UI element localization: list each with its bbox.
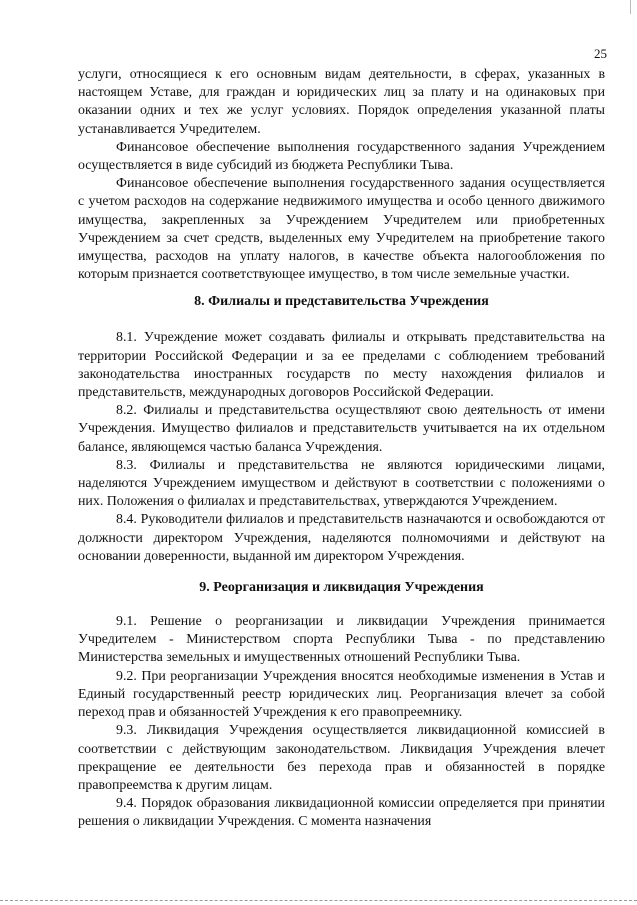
page-body	[78, 66, 605, 832]
clause-9-4: 9.4. Порядок образования ликвидационной комиссии определяется при принятии решения о ликвидации Учреждения. С момента назначения	[78, 796, 605, 830]
clause-8-2: 8.2. Филиалы и представительства осуществляют свою деятельность от имени Учреждения. Имущество филиалов и представительств учитывается на их отдельном балансе, являющемся частью баланса Учреждения.	[78, 403, 605, 455]
paragraph-financing-subsidies: Финансовое обеспечение выполнения государственного задания Учреждением осуществляется в виде субсидий из бюджета Республики Тыва.	[78, 139, 605, 174]
paragraph-continuation: услуги, относящиеся к его основным видам деятельности, в сферах, указанных в настоящем Уставе, для граждан и юридических лиц за плату и на одинаковых при оказании одних и тех же услуг условиях. Порядок определения указанной платы устанавливается Учредителем.	[78, 67, 605, 137]
scan-edge-mark	[630, 0, 631, 14]
section-9-heading: 9. Реорганизация и ликвидация Учреждения	[199, 580, 484, 596]
clause-8-3: 8.3. Филиалы и представительства не являются юридическими лицами, наделяются Учреждением имуществом и действуют в соответствии с положениями о них. Положения о филиалах и представительствах, утверждаются Учреждением.	[78, 457, 605, 510]
clause-9-2: 9.2. При реорганизации Учреждения вносятся необходимые изменения в Устав и Единый государственный реестр юридических лиц. Реорганизация влечет за собой переход прав и обязанностей Учреждения к его правопреемнику.	[78, 668, 605, 721]
clause-9-1: 9.1. Решение о реорганизации и ликвидации Учреждения принимается Учредителем - Министерством спорта Республики Тыва - по представлению Министерства земельных и имущественных отношений Республики Тыва.	[78, 614, 605, 666]
clause-8-4: 8.4. Руководители филиалов и представительств назначаются и освобождаются от должности директором Учреждения, наделяются полномочиями и действуют на основании доверенности, выданной им директором Учреждения.	[78, 512, 605, 564]
page-number: 25	[594, 46, 607, 61]
clause-9-3: 9.3. Ликвидация Учреждения осуществляется ликвидационной комиссией в соответствии с действующим законодательством. Ликвидация Учреждения влечет прекращение ее деятельности без перехода прав и обязанностей в порядке правопреемства к другим лицам.	[78, 723, 605, 793]
paragraph-financing-expenses: Финансовое обеспечение выполнения государственного задания осуществляется с учетом расходов на содержание недвижимого имущества и особо ценного движимого имущества, закрепленных за Учреждением Учредителем или приобретенных Учреждением за счет средств, выделенных ему Учредителем на приобретение такого имущества, расходов на уплату налогов, в качестве объекта налогообложения по которым признается соответствующее имущество, в том числе земельные участки.	[78, 176, 605, 283]
section-8-heading: 8. Филиалы и представительства Учреждения	[194, 294, 489, 310]
scan-bottom-edge	[0, 900, 637, 901]
clause-8-1: 8.1. Учреждение может создавать филиалы и открывать представительства на территории Российской Федерации и за ее пределами с соблюдением требований законодательства иностранных государств по месту нахождения филиалов и представительств, международных договоров Российской Федерации.	[78, 330, 605, 401]
